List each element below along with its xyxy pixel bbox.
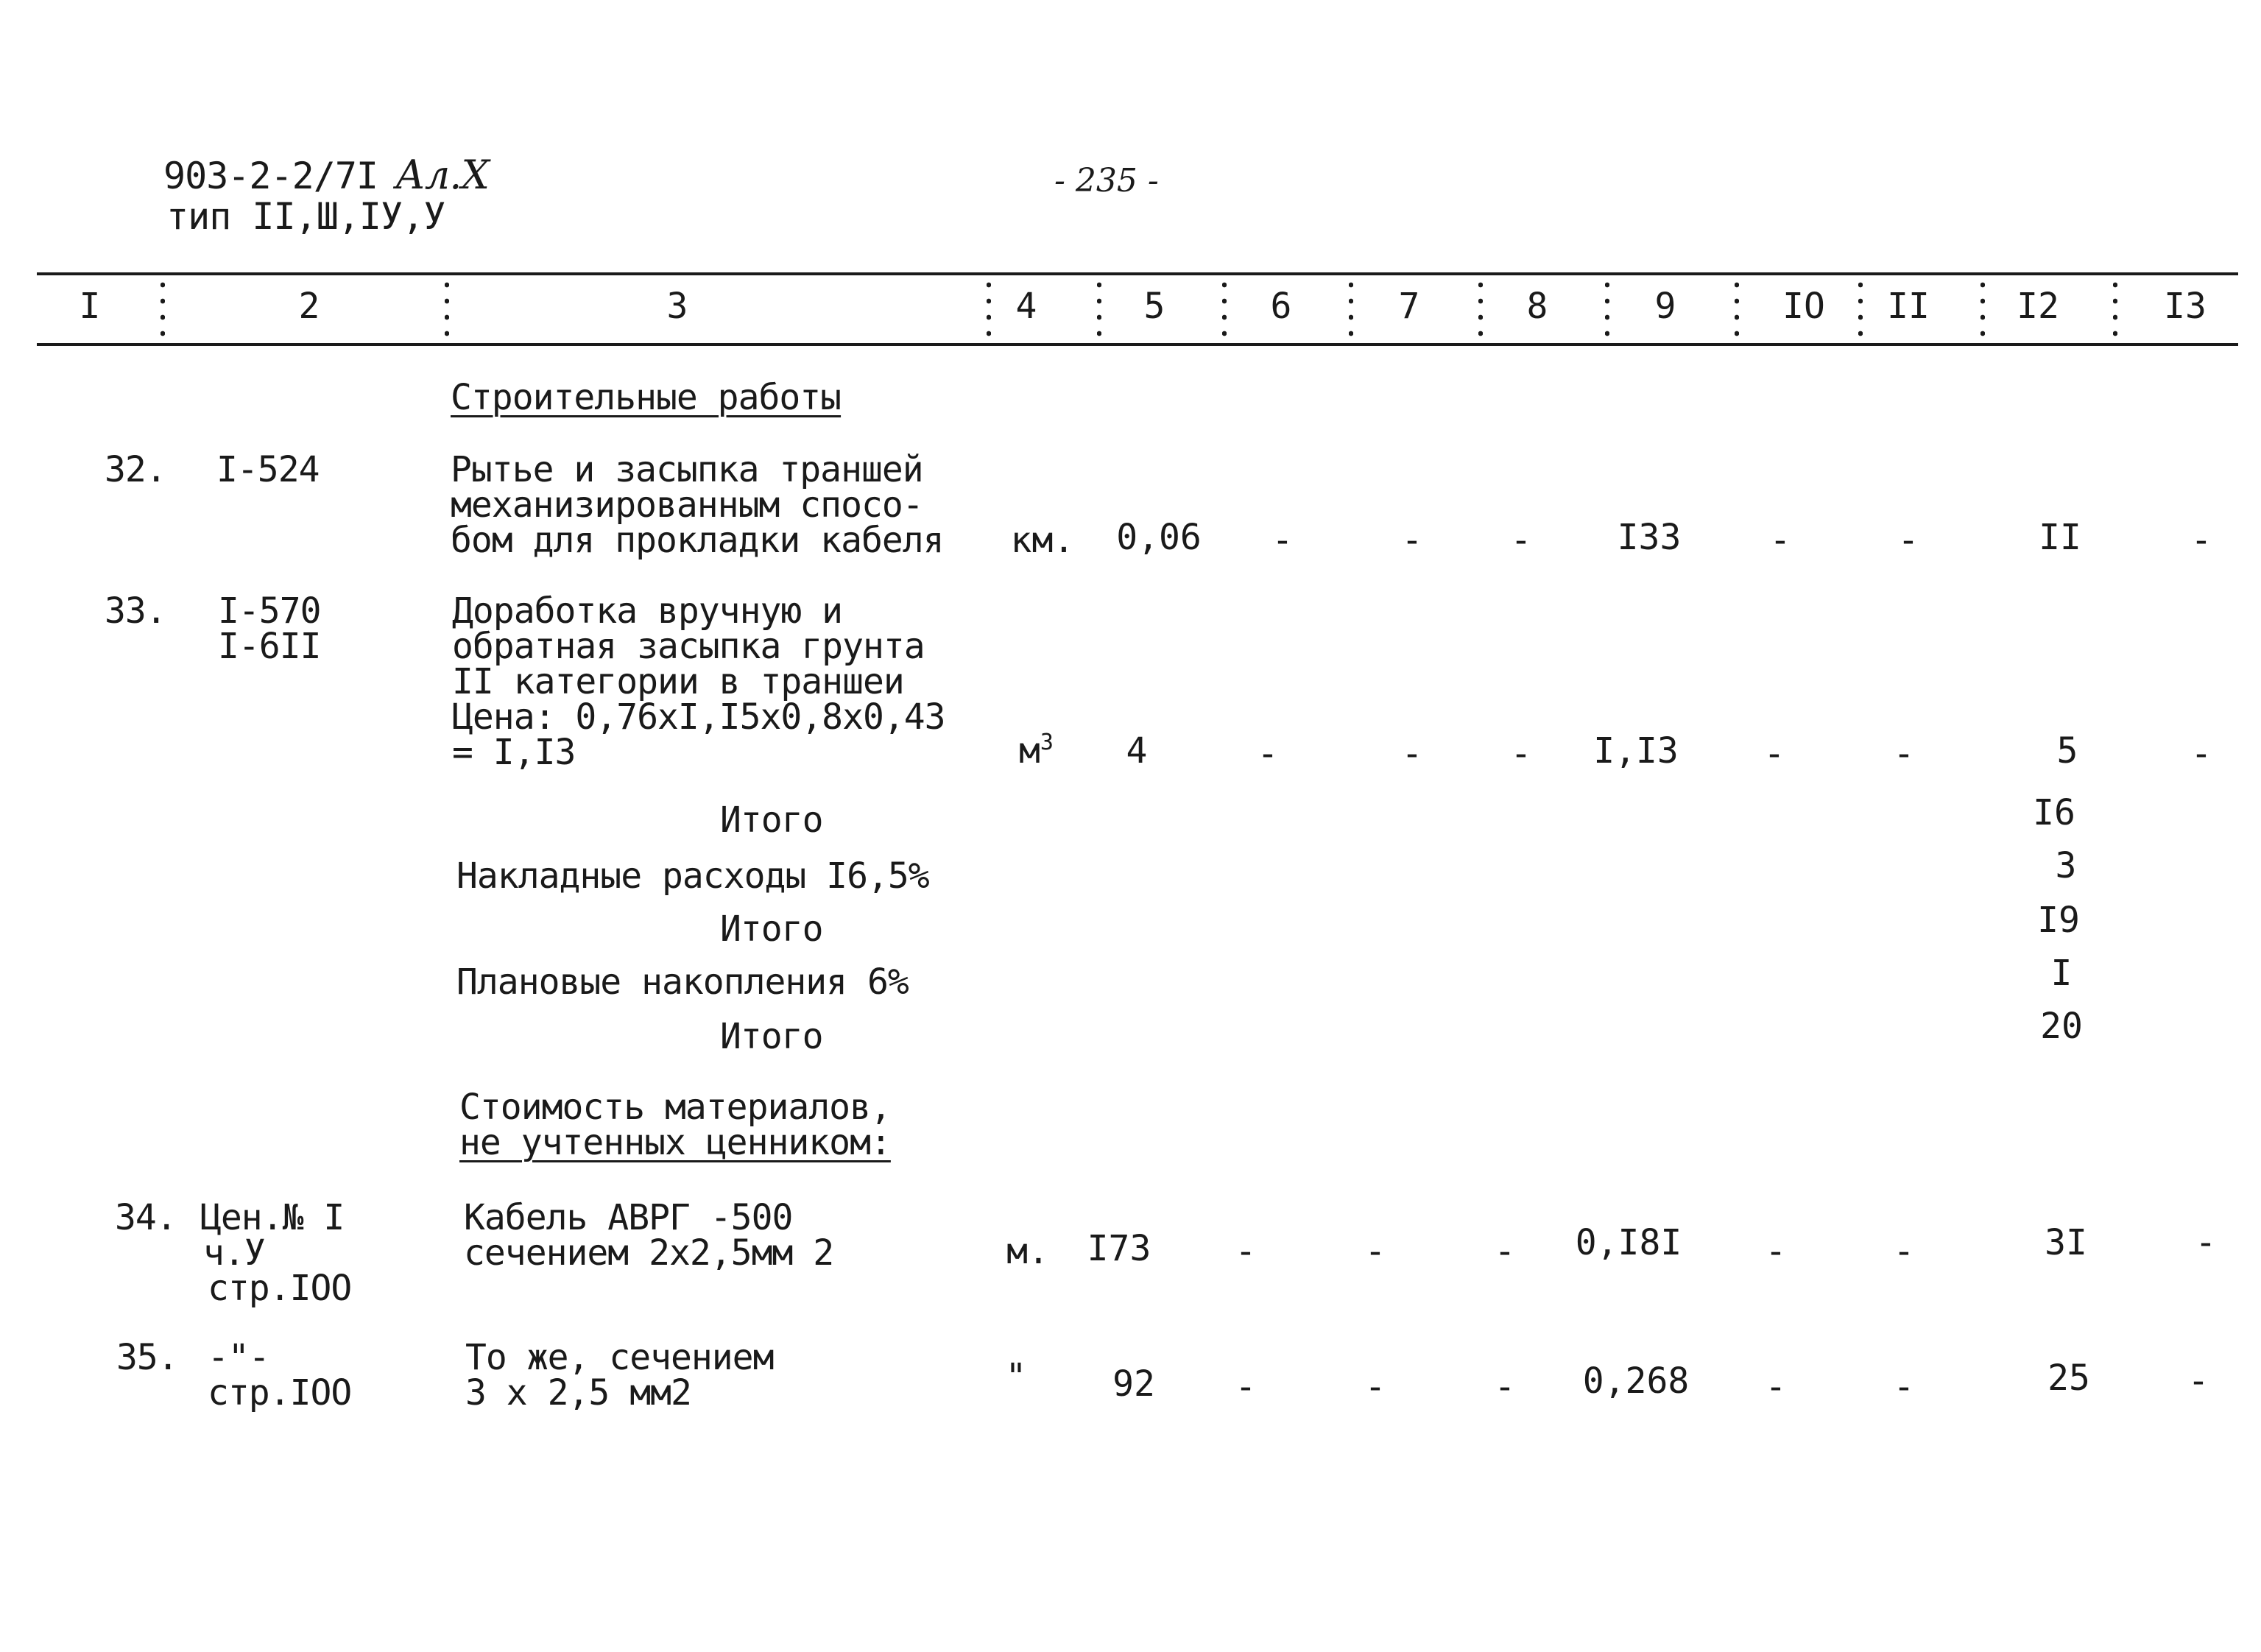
section-title-construction: Строительные работы (451, 377, 842, 418)
row-col7: - (1364, 1231, 1386, 1272)
column-header-2: 2 (298, 286, 320, 327)
row-number: 33. (105, 590, 166, 632)
column-header-9: 9 (1654, 286, 1676, 327)
row-col11: - (1893, 1366, 1915, 1408)
column-header-6: 6 (1270, 286, 1292, 327)
document-type-line: тип II,Ш,IУ,У (166, 195, 445, 238)
row-code (200, 1197, 352, 1309)
row-unit (1019, 730, 1054, 772)
total-label: Итого (720, 799, 823, 841)
column-header-8: 8 (1526, 286, 1548, 327)
total-value: 20 (2040, 1006, 2083, 1047)
album-handwritten-note: Ал.X (395, 152, 489, 198)
row-col8: - (1510, 733, 1532, 774)
row-col6: - (1235, 1366, 1257, 1408)
column-header-13: I3 (2164, 286, 2207, 327)
row-description (465, 1337, 774, 1413)
description-line: обратная засыпка грунта (452, 626, 925, 667)
column-header-7: 7 (1398, 286, 1420, 327)
column-separator (445, 277, 449, 340)
code-line: -"- (208, 1337, 269, 1378)
row-col7: - (1401, 520, 1423, 561)
row-code: I-524 (216, 449, 320, 490)
row-col6: - (1271, 520, 1294, 561)
planned-savings-value: I (2050, 953, 2073, 994)
row-code (218, 590, 321, 667)
code-line: Цен.№ I (200, 1197, 345, 1238)
row-col9: I,I3 (1593, 730, 1679, 772)
overhead-label: Накладные расходы I6,5% (456, 855, 929, 897)
document-code-number: 903-2-2/7I (163, 155, 378, 197)
row-unit: " (1005, 1356, 1027, 1397)
description-line: То же, сечением (465, 1337, 774, 1378)
column-separator (1222, 277, 1227, 340)
row-col6: - (1235, 1231, 1257, 1272)
description-line: механизированным спосо- (451, 484, 923, 526)
row-unit: м. (1006, 1231, 1049, 1272)
row-col12: II (2039, 517, 2081, 558)
column-header-12: I2 (2017, 286, 2059, 327)
row-col7: - (1401, 733, 1423, 774)
row-quantity: 0,06 (1116, 517, 1202, 558)
row-col6: - (1257, 733, 1279, 774)
description-line: 3 х 2,5 мм2 (465, 1372, 691, 1413)
row-number: 32. (105, 449, 166, 490)
row-col8: - (1510, 520, 1532, 561)
description-line: II категории в траншеи (452, 661, 904, 702)
code-line: I-6II (218, 626, 321, 667)
column-separator (1097, 277, 1101, 340)
row-col11: - (1893, 1231, 1915, 1272)
code-line: ч.У (203, 1232, 265, 1274)
column-separator (1858, 277, 1863, 340)
column-header-4: 4 (1015, 286, 1037, 327)
row-description (464, 1197, 834, 1274)
row-col8: - (1494, 1231, 1516, 1272)
row-col12: 3I (2045, 1222, 2087, 1263)
description-line: = I,I3 (452, 732, 576, 773)
row-col13: - (2190, 520, 2212, 561)
row-col10: - (1765, 1366, 1787, 1408)
row-col13: - (2195, 1222, 2217, 1263)
total-label: Итого (720, 1016, 823, 1057)
row-quantity: I73 (1087, 1228, 1151, 1269)
total-value: I6 (2033, 792, 2075, 833)
row-col7: - (1364, 1366, 1386, 1408)
row-col13: - (2190, 733, 2212, 774)
column-separator (1980, 277, 1985, 340)
code-line: стр.IOO (208, 1372, 352, 1413)
column-header-1: I (79, 286, 101, 327)
row-quantity: 92 (1112, 1363, 1155, 1405)
unit-text: м (1019, 730, 1040, 772)
row-col13: - (2187, 1360, 2209, 1402)
document-code (163, 152, 489, 198)
unit-superscript: 3 (1040, 730, 1054, 755)
column-header-11: II (1887, 286, 1930, 327)
row-col8: - (1494, 1366, 1516, 1408)
section-title-line: Стоимость материалов, (459, 1087, 891, 1128)
description-line: Кабель АВРГ -500 (464, 1197, 793, 1238)
code-line: I-570 (218, 590, 321, 632)
row-col9: 0,268 (1582, 1360, 1690, 1402)
row-quantity: 4 (1126, 730, 1148, 772)
column-separator (161, 277, 165, 340)
row-col11: - (1897, 520, 1919, 561)
column-header-3: 3 (666, 286, 688, 327)
row-col12: 5 (2056, 730, 2078, 772)
row-description (452, 590, 945, 773)
column-separator (987, 277, 991, 340)
table-top-rule (37, 272, 2238, 275)
code-line: стр.IOO (208, 1268, 352, 1309)
column-header-5: 5 (1143, 286, 1165, 327)
description-line: Цена: 0,76хI,I5х0,8х0,43 (452, 696, 945, 738)
column-separator (1735, 277, 1739, 340)
overhead-value: 3 (2055, 845, 2077, 886)
column-separator (1478, 277, 1483, 340)
planned-savings-label: Плановые накопления 6% (456, 961, 909, 1003)
section-title-materials (459, 1087, 891, 1163)
row-col11: - (1893, 733, 1915, 774)
row-col10: - (1763, 733, 1785, 774)
description-line: Рытье и засыпка траншей (451, 449, 923, 490)
row-unit: км. (1010, 520, 1075, 561)
column-separator (1605, 277, 1609, 340)
description-line: сечением 2х2,5мм 2 (464, 1232, 834, 1274)
row-col12: 25 (2047, 1358, 2090, 1399)
total-label: Итого (720, 908, 823, 950)
row-number: 34. (115, 1197, 177, 1238)
table-header-bottom-rule (37, 343, 2238, 346)
row-col10: - (1769, 520, 1791, 561)
total-value: I9 (2037, 900, 2080, 941)
section-title-line: не учтенных ценником: (459, 1122, 891, 1163)
description-line: бом для прокладки кабеля (451, 520, 944, 561)
row-col9: I33 (1617, 517, 1682, 558)
description-line: Доработка вручную и (452, 590, 843, 632)
column-separator (1349, 277, 1353, 340)
page-number: - 235 - (1054, 162, 1159, 200)
row-code (208, 1337, 352, 1413)
column-header-10: IO (1782, 286, 1825, 327)
row-number: 35. (116, 1337, 178, 1378)
row-description (451, 449, 944, 561)
column-separator (2113, 277, 2117, 340)
row-col10: - (1765, 1231, 1787, 1272)
row-col9: 0,I8I (1575, 1222, 1682, 1263)
